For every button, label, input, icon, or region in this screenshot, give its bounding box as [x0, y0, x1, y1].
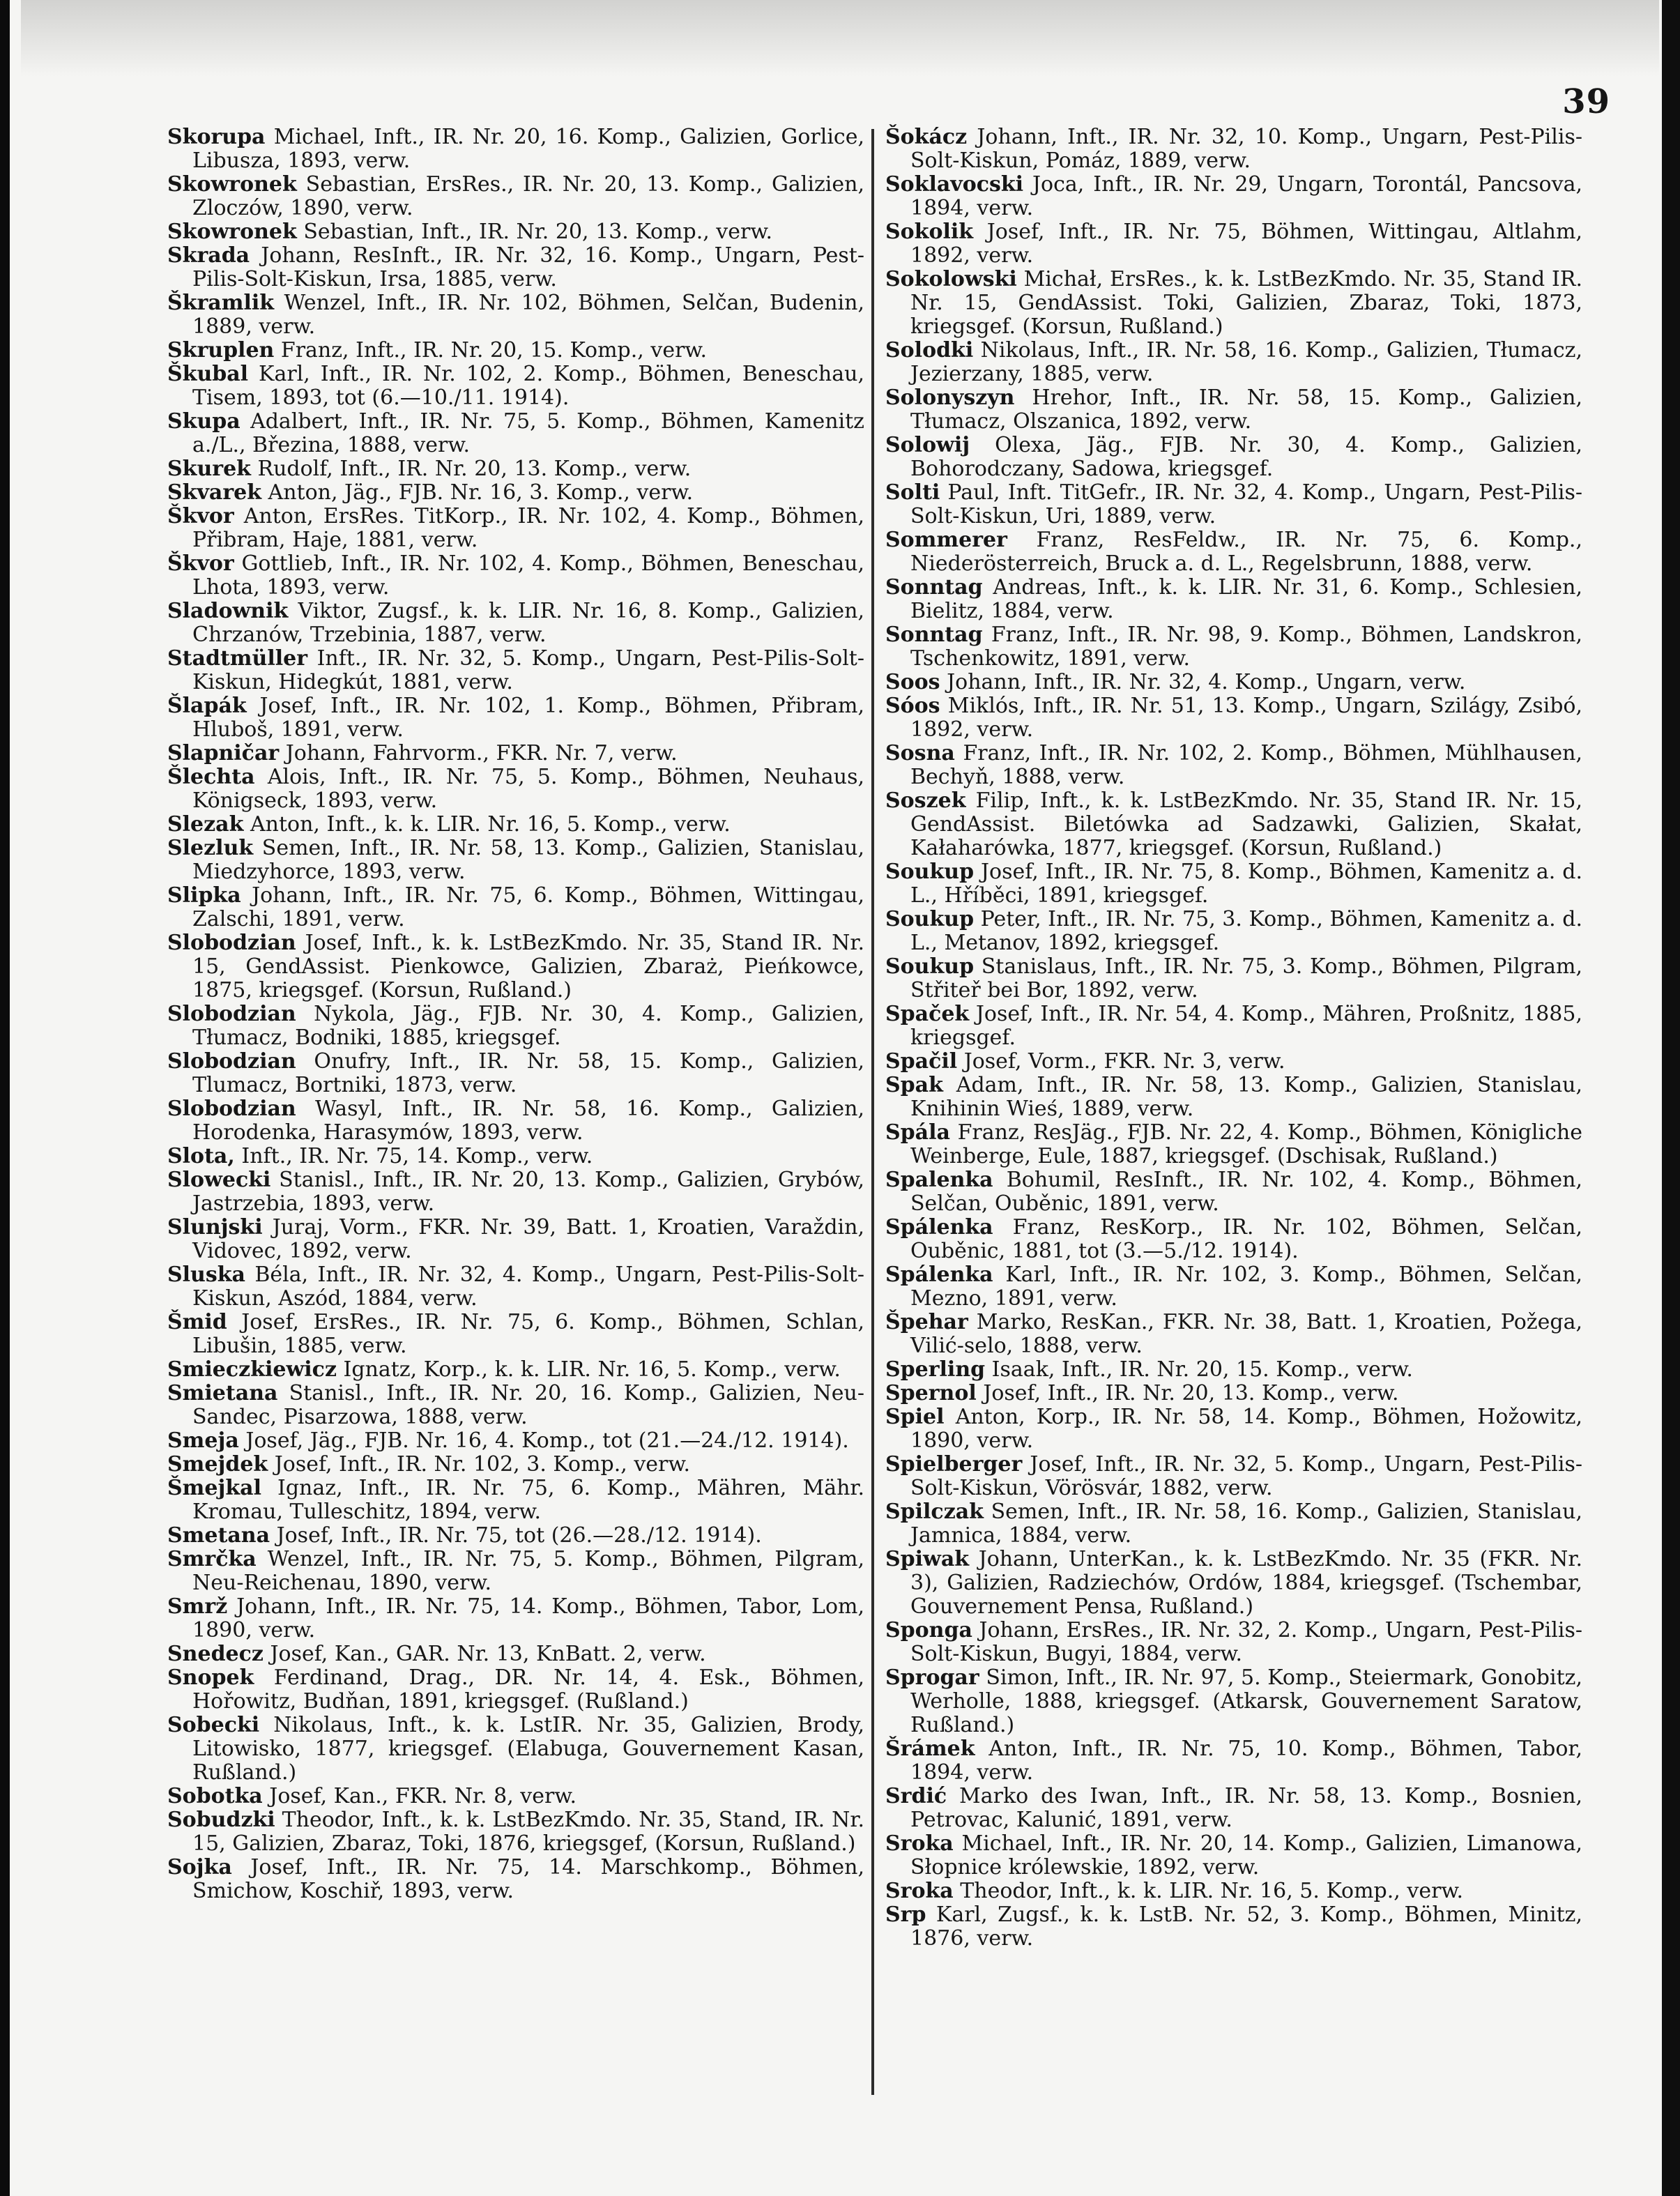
- entry-details: Franz, ResJäg., FJB. Nr. 22, 4. Komp., Böhmen, Königliche Weinberge, Eule, 1887, kriegsgef. (Dschisak, Rußland.): [910, 1120, 1582, 1168]
- register-entry: [885, 1311, 1582, 1358]
- entry-surname: Slunjski: [167, 1215, 263, 1240]
- entry-details: Johann, ErsRes., IR. Nr. 32, 2. Komp., Ungarn, Pest-Pilis-Solt-Kiskun, Bugyi, 1884, verw.: [910, 1618, 1583, 1666]
- register-entry: [885, 220, 1582, 268]
- register-entry: [167, 647, 864, 694]
- register-entry: [885, 955, 1582, 1002]
- entry-details: Gottlieb, Inft., IR. Nr. 102, 4. Komp., Böhmen, Beneschau, Lhota, 1893, verw.: [192, 551, 864, 600]
- entry-surname: Solonyszyn: [885, 386, 1015, 410]
- entry-surname: Šmejkal: [167, 1476, 261, 1500]
- register-entry: [885, 1879, 1582, 1903]
- register-entry: [167, 481, 864, 505]
- register-entry: [885, 528, 1582, 576]
- register-entry: [167, 600, 864, 647]
- register-entry: [167, 1453, 864, 1477]
- entry-surname: Srdić: [885, 1784, 947, 1808]
- entry-details: Josef, Kan., GAR. Nr. 13, KnBatt. 2, verw.: [270, 1642, 706, 1666]
- entry-details: Wenzel, Inft., IR. Nr. 75, 5. Komp., Böhmen, Pilgram, Neu-Reichenau, 1890, verw.: [192, 1547, 864, 1595]
- entry-surname: Spielberger: [885, 1452, 1023, 1477]
- entry-surname: Sojka: [167, 1855, 232, 1879]
- entry-surname: Sokolowski: [885, 267, 1017, 291]
- entry-details: Miklós, Inft., IR. Nr. 51, 13. Komp., Ungarn, Szilágy, Zsibó, 1892, verw.: [910, 694, 1582, 742]
- entry-details: Josef, Inft., IR. Nr. 32, 5. Komp., Ungarn, Pest-Pilis-Solt-Kiskun, Vörösvár, 1882, verw.: [910, 1452, 1582, 1500]
- register-entry: [167, 1548, 864, 1595]
- entry-surname: Smrčka: [167, 1547, 257, 1571]
- entry-details: Michał, ErsRes., k. k. LstBezKmdo. Nr. 35, Stand IR. Nr. 15, GendAssist. Toki, Galizien, Zbaraz, Toki, 1873, kriegsgef. (Korsun, Rußland.): [910, 267, 1582, 339]
- left-column: [167, 125, 864, 1903]
- register-entry: [167, 1358, 864, 1382]
- entry-surname: Slezak: [167, 812, 244, 837]
- register-entry: [885, 1074, 1582, 1121]
- register-entry: [167, 1642, 864, 1666]
- register-entry: [885, 1358, 1582, 1382]
- entry-details: Viktor, Zugsf., k. k. LIR. Nr. 16, 8. Komp., Galizien, Chrzanów, Trzebinia, 1887, verw.: [192, 599, 864, 647]
- register-entry: [167, 1263, 864, 1311]
- register-entry: [167, 1002, 864, 1050]
- entry-surname: Spiel: [885, 1405, 945, 1429]
- register-entry: [167, 1477, 864, 1524]
- entry-surname: Sobotka: [167, 1784, 263, 1808]
- entry-surname: Šlapák: [167, 694, 247, 718]
- register-entry: [167, 363, 864, 410]
- entry-details: Franz, ResFeldw., IR. Nr. 75, 6. Komp., Niederösterreich, Bruck a. d. L., Regelsbrunn, 1888, verw.: [910, 528, 1582, 576]
- register-entry: [167, 742, 864, 765]
- entry-details: Stanisl., Inft., IR. Nr. 20, 13. Komp., Galizien, Grybów, Jastrzebia, 1893, verw.: [192, 1168, 864, 1216]
- entry-surname: Soos: [885, 670, 940, 694]
- entry-details: Theodor, Inft., k. k. LIR. Nr. 16, 5. Komp., verw.: [960, 1879, 1464, 1903]
- entry-surname: Šrámek: [885, 1737, 975, 1761]
- entry-details: Josef, Inft., IR. Nr. 75, tot (26.—28./12. 1914).: [276, 1523, 762, 1548]
- entry-details: Karl, Inft., IR. Nr. 102, 3. Komp., Böhmen, Selčan, Mezno, 1891, verw.: [910, 1263, 1582, 1311]
- entry-surname: Slota,: [167, 1144, 235, 1168]
- entry-details: Josef, Jäg., FJB. Nr. 16, 4. Komp., tot (21.—24./12. 1914).: [245, 1428, 849, 1453]
- column-divider: [871, 129, 874, 2095]
- entry-details: Semen, Inft., IR. Nr. 58, 13. Komp., Galizien, Stanislau, Miedzyhorce, 1893, verw.: [192, 836, 864, 884]
- entry-details: Rudolf, Inft., IR. Nr. 20, 13. Komp., verw.: [257, 457, 692, 481]
- entry-surname: Sroka: [885, 1831, 954, 1856]
- entry-details: Anton, ErsRes. TitKorp., IR. Nr. 102, 4. Komp., Böhmen, Přibram, Haje, 1881, verw.: [192, 504, 864, 552]
- entry-surname: Slobodzian: [167, 1049, 296, 1074]
- register-entry: [167, 505, 864, 552]
- entry-details: Franz, Inft., IR. Nr. 20, 15. Komp., verw.: [280, 338, 708, 363]
- register-entry: [885, 386, 1582, 434]
- entry-surname: Spak: [885, 1073, 943, 1097]
- register-entry: [885, 860, 1582, 908]
- entry-details: Semen, Inft., IR. Nr. 58, 16. Komp., Galizien, Stanislau, Jamnica, 1884, verw.: [910, 1500, 1582, 1548]
- entry-details: Josef, Vorm., FKR. Nr. 3, verw.: [963, 1049, 1285, 1074]
- entry-details: Béla, Inft., IR. Nr. 32, 4. Komp., Ungarn, Pest-Pilis-Solt-Kiskun, Aszód, 1884, verw.: [192, 1263, 864, 1311]
- entry-surname: Skvarek: [167, 480, 261, 505]
- register-entry: [167, 1595, 864, 1642]
- entry-details: Ignaz, Inft., IR. Nr. 75, 6. Komp., Mähren, Mähr. Kromau, Tulleschitz, 1894, verw.: [192, 1476, 864, 1524]
- register-entry: [167, 1785, 864, 1808]
- entry-surname: Sommerer: [885, 528, 1007, 552]
- entry-surname: Šlechta: [167, 765, 255, 789]
- entry-details: Ferdinand, Drag., DR. Nr. 14, 4. Esk., Böhmen, Hořowitz, Budňan, 1891, kriegsgef. (Rußland.): [192, 1665, 864, 1714]
- entry-details: Josef, Inft., IR. Nr. 102, 3. Komp., verw.: [274, 1452, 691, 1477]
- entry-surname: Stadtmüller: [167, 646, 308, 671]
- entry-details: Simon, Inft., IR. Nr. 97, 5. Komp., Steiermark, Gonobitz, Werholle, 1888, kriegsgef. (Atkarsk, Gouvernement Saratow, Rußland.): [910, 1665, 1582, 1737]
- entry-details: Wenzel, Inft., IR. Nr. 102, Böhmen, Selčan, Budenin, 1889, verw.: [192, 291, 864, 339]
- entry-details: Josef, Inft., k. k. LstBezKmdo. Nr. 35, Stand IR. Nr. 15, GendAssist. Pienkowce, Galizien, Zbaraż, Pieńkowce, 1875, kriegsgef. (Korsun, Rußland.): [192, 931, 864, 1002]
- entry-surname: Smieczkiewicz: [167, 1357, 337, 1382]
- entry-details: Alois, Inft., IR. Nr. 75, 5. Komp., Böhmen, Neuhaus, Königseck, 1893, verw.: [192, 765, 865, 813]
- entry-details: Onufry, Inft., IR. Nr. 58, 15. Komp., Galizien, Tlumacz, Bortniki, 1873, verw.: [192, 1049, 864, 1097]
- entry-surname: Sobudzki: [167, 1808, 275, 1832]
- register-entry: [167, 765, 864, 813]
- entry-details: Johann, Inft., IR. Nr. 32, 10. Komp., Ungarn, Pest-Pilis-Solt-Kiskun, Pomáz, 1889, verw.: [910, 125, 1582, 173]
- register-entry: [885, 1500, 1582, 1548]
- register-entry: [885, 1405, 1582, 1453]
- register-entry: [885, 1785, 1582, 1832]
- register-entry: [167, 339, 864, 363]
- scan-border-right: [1662, 0, 1680, 2196]
- entry-details: Johann, Inft., IR. Nr. 75, 6. Komp., Böhmen, Wittingau, Zalschi, 1891, verw.: [192, 883, 864, 931]
- register-entry: [885, 1216, 1582, 1263]
- scan-shadow: [21, 0, 1659, 77]
- entry-surname: Smrž: [167, 1594, 228, 1619]
- entry-surname: Smietana: [167, 1381, 278, 1405]
- entry-details: Ignatz, Korp., k. k. LIR. Nr. 16, 5. Komp., verw.: [343, 1357, 841, 1382]
- entry-surname: Špehar: [885, 1310, 968, 1334]
- entry-surname: Skupa: [167, 409, 240, 434]
- entry-details: Olexa, Jäg., FJB. Nr. 30, 4. Komp., Galizien, Bohorodczany, Sadowa, kriegsgef.: [910, 433, 1582, 481]
- entry-surname: Slowecki: [167, 1168, 271, 1192]
- entry-details: Johann, ResInft., IR. Nr. 32, 16. Komp., Ungarn, Pest-Pilis-Solt-Kiskun, Irsa, 1885, verw.: [192, 243, 865, 291]
- entry-surname: Smetana: [167, 1523, 270, 1548]
- entry-details: Isaak, Inft., IR. Nr. 20, 15. Komp., verw.: [991, 1357, 1413, 1382]
- entry-details: Paul, Inft. TitGefr., IR. Nr. 32, 4. Komp., Ungarn, Pest-Pilis-Solt-Kiskun, Uri, 1889, verw.: [910, 480, 1582, 528]
- entry-details: Michael, Inft., IR. Nr. 20, 16. Komp., Galizien, Gorlice, Libusza, 1893, verw.: [192, 125, 865, 173]
- entry-details: Theodor, Inft., k. k. LstBezKmdo. Nr. 35, Stand, IR. Nr. 15, Galizien, Zbaraz, Toki, 1876, kriegsgef, (Korsun, Rußland.): [192, 1808, 864, 1856]
- register-entry: [167, 552, 864, 600]
- entry-details: Nykola, Jäg., FJB. Nr. 30, 4. Komp., Galizien, Tłumacz, Bodniki, 1885, kriegsgef.: [192, 1002, 864, 1050]
- entry-surname: Šmid: [167, 1310, 227, 1334]
- entry-details: Josef, ErsRes., IR. Nr. 75, 6. Komp., Böhmen, Schlan, Libušin, 1885, verw.: [192, 1310, 864, 1358]
- entry-surname: Sonntag: [885, 575, 983, 600]
- entry-details: Adam, Inft., IR. Nr. 58, 13. Komp., Galizien, Stanislau, Knihinin Wieś, 1889, verw.: [910, 1073, 1582, 1121]
- register-entry: [167, 1216, 864, 1263]
- entry-surname: Soukup: [885, 954, 975, 979]
- register-entry: [167, 1145, 864, 1168]
- entry-details: Anton, Korp., IR. Nr. 58, 14. Komp., Böhmen, Hožowitz, 1890, verw.: [910, 1405, 1582, 1453]
- register-entry: [167, 1097, 864, 1145]
- entry-surname: Spaček: [885, 1002, 970, 1026]
- register-entry: [167, 1856, 864, 1903]
- entry-surname: Spalenka: [885, 1168, 993, 1192]
- entry-surname: Skrada: [167, 243, 250, 268]
- register-entry: [167, 1050, 864, 1097]
- entry-surname: Sluska: [167, 1263, 245, 1287]
- register-entry: [167, 1808, 864, 1856]
- entry-details: Andreas, Inft., k. k. LIR. Nr. 31, 6. Komp., Schlesien, Bielitz, 1884, verw.: [910, 575, 1582, 623]
- entry-surname: Skorupa: [167, 125, 266, 149]
- register-entry: [167, 1382, 864, 1429]
- entry-surname: Soukup: [885, 860, 975, 884]
- entry-details: Johann, Inft., IR. Nr. 75, 14. Komp., Böhmen, Tabor, Lom, 1890, verw.: [192, 1594, 864, 1642]
- entry-details: Karl, Zugsf., k. k. LstB. Nr. 52, 3. Komp., Böhmen, Minitz, 1876, verw.: [910, 1903, 1582, 1951]
- entry-surname: Soklavocski: [885, 172, 1024, 197]
- entry-surname: Spálenka: [885, 1215, 993, 1240]
- register-entry: [885, 1903, 1582, 1951]
- entry-details: Karl, Inft., IR. Nr. 102, 2. Komp., Böhmen, Beneschau, Tisem, 1893, tot (6.—10./11. 1914).: [192, 362, 864, 410]
- entry-details: Stanislaus, Inft., IR. Nr. 75, 3. Komp., Böhmen, Pilgram, Střiteř bei Bor, 1892, verw.: [910, 954, 1582, 1002]
- register-entry: [885, 1121, 1582, 1168]
- register-entry: [885, 173, 1582, 220]
- entry-surname: Skurek: [167, 457, 251, 481]
- entry-details: Franz, Inft., IR. Nr. 98, 9. Komp., Böhmen, Landskron, Tschenkowitz, 1891, verw.: [910, 623, 1582, 671]
- entry-details: Josef, Inft., IR. Nr. 75, 14. Marschkomp., Böhmen, Smichow, Koschiř, 1893, verw.: [192, 1855, 864, 1903]
- entry-surname: Srp: [885, 1903, 926, 1927]
- entry-surname: Sladownik: [167, 599, 289, 623]
- register-entry: [167, 457, 864, 481]
- entry-details: Franz, Inft., IR. Nr. 102, 2. Komp., Böhmen, Mühlhausen, Bechyň, 1888, verw.: [910, 741, 1582, 789]
- register-entry: [885, 1832, 1582, 1879]
- entry-surname: Solowij: [885, 433, 970, 457]
- entry-details: Wasyl, Inft., IR. Nr. 58, 16. Komp., Galizien, Horodenka, Harasymów, 1893, verw.: [192, 1097, 864, 1145]
- register-entry: [167, 884, 864, 931]
- entry-surname: Spačil: [885, 1049, 958, 1074]
- entry-details: Anton, Jäg., FJB. Nr. 16, 3. Komp., verw.: [268, 480, 694, 505]
- register-entry: [885, 908, 1582, 955]
- register-entry: [167, 1168, 864, 1216]
- entry-details: Josef, Kan., FKR. Nr. 8, verw.: [269, 1784, 576, 1808]
- entry-details: Peter, Inft., IR. Nr. 75, 3. Komp., Böhmen, Kamenitz a. d. L., Metanov, 1892, kriegsgef.: [910, 907, 1582, 955]
- entry-details: Anton, Inft., IR. Nr. 75, 10. Komp., Böhmen, Tabor, 1894, verw.: [910, 1737, 1582, 1785]
- register-entry: [167, 410, 864, 457]
- entry-surname: Solti: [885, 480, 940, 505]
- entry-surname: Škramlik: [167, 291, 275, 315]
- entry-details: Josef, Inft., IR. Nr. 75, 8. Komp., Böhmen, Kamenitz a. d. L., Hříběci, 1891, kriegsgef.: [910, 860, 1582, 908]
- entry-surname: Smejdek: [167, 1452, 268, 1477]
- entry-surname: Šokácz: [885, 125, 968, 149]
- register-entry: [167, 1311, 864, 1358]
- entry-details: Stanisl., Inft., IR. Nr. 20, 16. Komp., Galizien, Neu-Sandec, Pisarzowa, 1888, verw.: [192, 1381, 864, 1429]
- entry-details: Johann, Fahrvorm., FKR. Nr. 7, verw.: [285, 741, 678, 765]
- entry-surname: Sprogar: [885, 1665, 979, 1690]
- entry-details: Inft., IR. Nr. 75, 14. Komp., verw.: [241, 1144, 593, 1168]
- entry-details: Sebastian, Inft., IR. Nr. 20, 13. Komp., verw.: [303, 220, 772, 244]
- register-entry: [167, 813, 864, 837]
- entry-details: Hrehor, Inft., IR. Nr. 58, 15. Komp., Galizien, Tłumacz, Olszanica, 1892, verw.: [910, 386, 1582, 434]
- entry-details: Johann, UnterKan., k. k. LstBezKmdo. Nr. 35 (FKR. Nr. 3), Galizien, Radziechów, Ordów, 1884, kriegsgef. (Tschembar, Gouvernement Pensa, Rußland.): [910, 1547, 1582, 1619]
- entry-surname: Sroka: [885, 1879, 954, 1903]
- entry-surname: Slobodzian: [167, 931, 296, 955]
- entry-surname: Soszek: [885, 788, 966, 813]
- entry-details: Adalbert, Inft., IR. Nr. 75, 5. Komp., Böhmen, Kamenitz a./L., Březina, 1888, verw.: [192, 409, 864, 457]
- entry-surname: Sperling: [885, 1357, 986, 1382]
- register-entry: [167, 1666, 864, 1714]
- register-entry: [167, 931, 864, 1002]
- register-entry: [167, 837, 864, 884]
- entry-surname: Smeja: [167, 1428, 239, 1453]
- register-entry: [167, 173, 864, 220]
- register-entry: [885, 789, 1582, 860]
- register-entry: [167, 244, 864, 291]
- entry-details: Bohumil, ResInft., IR. Nr. 102, 4. Komp., Böhmen, Selčan, Ouběnic, 1891, verw.: [910, 1168, 1582, 1216]
- entry-surname: Slobodzian: [167, 1002, 296, 1026]
- register-entry: [885, 742, 1582, 789]
- entry-surname: Sonntag: [885, 623, 983, 647]
- register-entry: [885, 671, 1582, 694]
- register-entry: [167, 220, 864, 244]
- entry-surname: Slobodzian: [167, 1097, 296, 1121]
- entry-details: Josef, Inft., IR. Nr. 54, 4. Komp., Mähren, Proßnitz, 1885, kriegsgef.: [910, 1002, 1582, 1050]
- entry-details: Michael, Inft., IR. Nr. 20, 14. Komp., Galizien, Limanowa, Słopnice królewskie, 1892, verw.: [910, 1831, 1582, 1879]
- entry-surname: Škubal: [167, 362, 249, 386]
- register-entry: [167, 1429, 864, 1453]
- register-entry: [167, 1714, 864, 1785]
- entry-details: Josef, Inft., IR. Nr. 102, 1. Komp., Böhmen, Přibram, Hluboš, 1891, verw.: [192, 694, 864, 742]
- entry-details: Josef, Inft., IR. Nr. 20, 13. Komp., verw.: [983, 1381, 1399, 1405]
- register-entry: [885, 339, 1582, 386]
- entry-details: Nikolaus, Inft., k. k. LstIR. Nr. 35, Galizien, Brody, Litowisko, 1877, kriegsgef. (Elabuga, Gouvernement Kasan, Rußland.): [192, 1713, 864, 1785]
- entry-details: Filip, Inft., k. k. LstBezKmdo. Nr. 35, Stand IR. Nr. 15, GendAssist. Biletówka ad Sadzawki, Galizien, Skałat, Kałaharówka, 1877, kriegsgef. (Korsun, Rußland.): [910, 788, 1582, 860]
- entry-details: Sebastian, ErsRes., IR. Nr. 20, 13. Komp., Galizien, Zloczów, 1890, verw.: [192, 172, 864, 220]
- entry-surname: Skruplen: [167, 338, 275, 363]
- page-number: 39: [1562, 82, 1610, 121]
- register-entry: [167, 694, 864, 742]
- register-entry: [167, 1524, 864, 1548]
- entry-details: Josef, Inft., IR. Nr. 75, Böhmen, Wittingau, Altlahm, 1892, verw.: [910, 220, 1582, 268]
- entry-surname: Spiwak: [885, 1547, 970, 1571]
- scan-border-left: [0, 0, 10, 2196]
- entry-details: Johann, Inft., IR. Nr. 32, 4. Komp., Ungarn, verw.: [947, 670, 1466, 694]
- register-entry: [885, 1382, 1582, 1405]
- register-entry: [885, 576, 1582, 623]
- entry-surname: Sosna: [885, 741, 955, 765]
- entry-details: Nikolaus, Inft., IR. Nr. 58, 16. Komp., Galizien, Tłumacz, Jezierzany, 1885, verw.: [910, 338, 1582, 386]
- entry-surname: Slapničar: [167, 741, 280, 765]
- entry-surname: Sóos: [885, 694, 940, 718]
- entry-surname: Spála: [885, 1120, 950, 1145]
- register-entry: [885, 434, 1582, 481]
- entry-surname: Soukup: [885, 907, 975, 931]
- register-entry: [885, 125, 1582, 173]
- register-entry: [885, 481, 1582, 528]
- register-entry: [167, 125, 864, 173]
- right-column: [885, 125, 1582, 1951]
- register-entry: [885, 1619, 1582, 1666]
- entry-details: Marko des Iwan, Inft., IR. Nr. 58, 13. Komp., Bosnien, Petrovac, Kalunić, 1891, verw.: [910, 1784, 1582, 1832]
- entry-details: Franz, ResKorp., IR. Nr. 102, Böhmen, Selčan, Ouběnic, 1881, tot (3.—5./12. 1914).: [910, 1215, 1582, 1263]
- entry-details: Joca, Inft., IR. Nr. 29, Ungarn, Torontál, Pancsova, 1894, verw.: [910, 172, 1582, 220]
- entry-surname: Solodki: [885, 338, 974, 363]
- register-entry: [885, 1263, 1582, 1311]
- entry-surname: Slipka: [167, 883, 241, 908]
- register-entry: [167, 291, 864, 339]
- entry-surname: Spálenka: [885, 1263, 993, 1287]
- register-entry: [885, 1453, 1582, 1500]
- register-entry: [885, 1666, 1582, 1737]
- entry-surname: Skowronek: [167, 220, 297, 244]
- entry-details: Inft., IR. Nr. 32, 5. Komp., Ungarn, Pest-Pilis-Solt-Kiskun, Hidegkút, 1881, verw.: [192, 646, 864, 694]
- entry-surname: Spernol: [885, 1381, 977, 1405]
- register-entry: [885, 1737, 1582, 1785]
- register-entry: [885, 268, 1582, 339]
- entry-surname: Skowronek: [167, 172, 297, 197]
- entry-surname: Škvor: [167, 551, 234, 576]
- register-entry: [885, 623, 1582, 671]
- entry-surname: Škvor: [167, 504, 234, 528]
- register-entry: [885, 1168, 1582, 1216]
- register-entry: [885, 1002, 1582, 1050]
- register-entry: [885, 1050, 1582, 1074]
- register-entry: [885, 694, 1582, 742]
- entry-details: Marko, ResKan., FKR. Nr. 38, Batt. 1, Kroatien, Požega, Vilić-selo, 1888, verw.: [910, 1310, 1582, 1358]
- entry-surname: Spilczak: [885, 1500, 984, 1524]
- entry-surname: Sponga: [885, 1618, 972, 1642]
- entry-surname: Slezluk: [167, 836, 254, 860]
- entry-surname: Sokolik: [885, 220, 974, 244]
- entry-surname: Snopek: [167, 1665, 254, 1690]
- entry-details: Juraj, Vorm., FKR. Nr. 39, Batt. 1, Kroatien, Varaždin, Vidovec, 1892, verw.: [192, 1215, 865, 1263]
- entry-surname: Sobecki: [167, 1713, 260, 1737]
- entry-details: Anton, Inft., k. k. LIR. Nr. 16, 5. Komp., verw.: [250, 812, 731, 837]
- register-entry: [885, 1548, 1582, 1619]
- entry-surname: Snedecz: [167, 1642, 264, 1666]
